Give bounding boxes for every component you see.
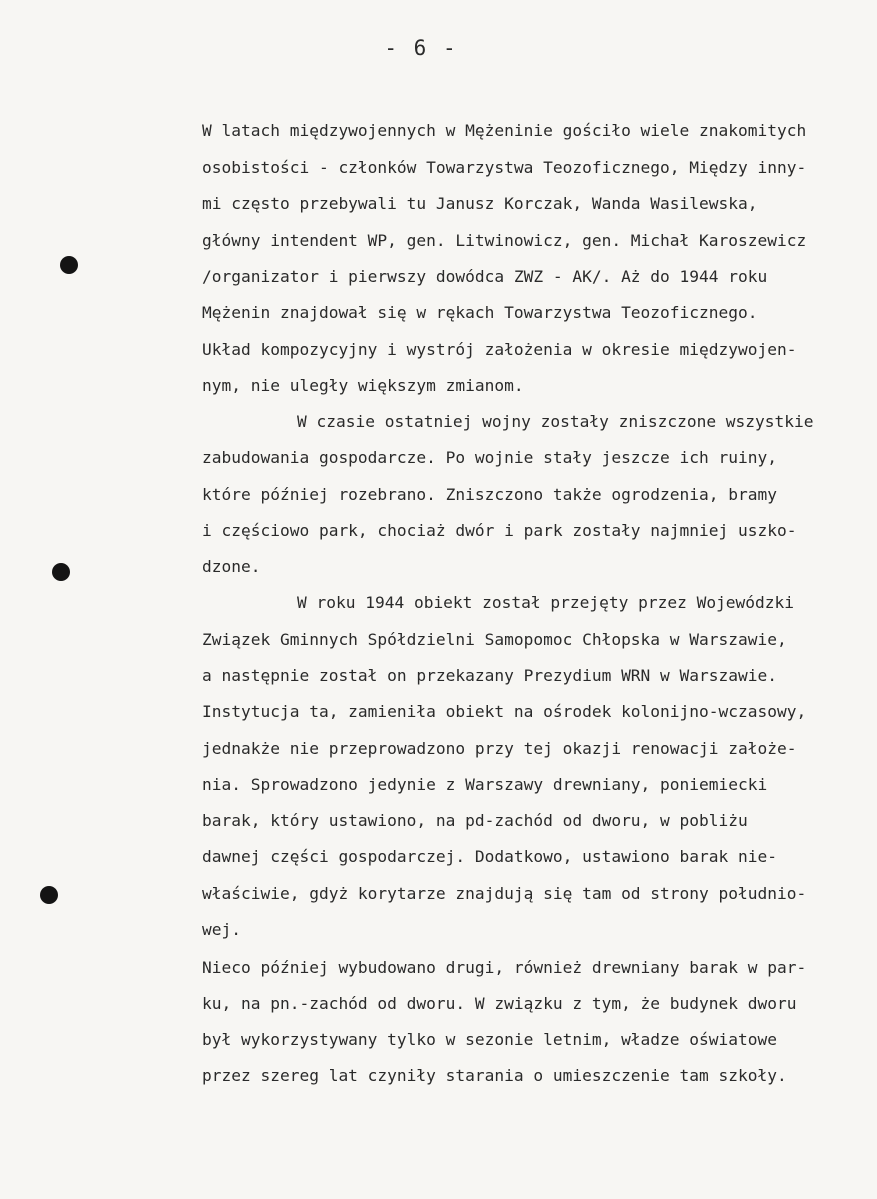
text-line: W latach międzywojennych w Mężeninie gościło wiele znakomitych — [202, 121, 807, 140]
text-line: ku, na pn.-zachód od dworu. W związku z tym, że budynek dworu — [202, 994, 797, 1013]
text-line: W roku 1944 obiekt został przejęty przez Wojewódzki — [297, 593, 795, 612]
text-line: Związek Gminnych Spółdzielni Samopomoc Chłopska w Warszawie, — [202, 630, 787, 649]
text-line: wej. — [202, 920, 241, 939]
text-line: zabudowania gospodarcze. Po wojnie stały jeszcze ich ruiny, — [202, 448, 777, 467]
punch-hole — [60, 256, 78, 274]
text-line: jednakże nie przeprowadzono przy tej okazji renowacji założe- — [202, 739, 797, 758]
text-line: przez szereg lat czyniły starania o umieszczenie tam szkoły. — [202, 1066, 787, 1085]
text-line: mi często przebywali tu Janusz Korczak, Wanda Wasilewska, — [202, 194, 758, 213]
text-line: nia. Sprowadzono jedynie z Warszawy drewniany, poniemiecki — [202, 775, 768, 794]
text-line: właściwie, gdyż korytarze znajdują się tam od strony południo- — [202, 884, 807, 903]
text-line: Instytucja ta, zamieniła obiekt na ośrodek kolonijno-wczasowy, — [202, 702, 807, 721]
text-line: Mężenin znajdował się w rękach Towarzystwa Teozoficznego. — [202, 303, 758, 322]
text-line: Nieco później wybudowano drugi, również drewniany barak w par- — [202, 958, 807, 977]
text-line: a następnie został on przekazany Prezydium WRN w Warszawie. — [202, 666, 777, 685]
text-line: główny intendent WP, gen. Litwinowicz, gen. Michał Karoszewicz — [202, 231, 807, 250]
text-line: barak, który ustawiono, na pd-zachód od dworu, w pobliżu — [202, 811, 748, 830]
text-line: nym, nie uległy większym zmianom. — [202, 376, 524, 395]
text-line: /organizator i pierwszy dowódca ZWZ - AK/. Aż do 1944 roku — [202, 267, 768, 286]
text-line: W czasie ostatniej wojny zostały zniszczone wszystkie — [297, 412, 814, 431]
punch-hole — [52, 563, 70, 581]
text-line: które później rozebrano. Zniszczono także ogrodzenia, bramy — [202, 485, 777, 504]
text-line: dzone. — [202, 557, 261, 576]
text-line: osobistości - członków Towarzystwa Teozoficznego, Między inny- — [202, 158, 807, 177]
text-line: był wykorzystywany tylko w sezonie letnim, władze oświatowe — [202, 1030, 777, 1049]
text-line: dawnej części gospodarczej. Dodatkowo, ustawiono barak nie- — [202, 847, 777, 866]
punch-hole — [40, 886, 58, 904]
text-line: i częściowo park, chociaż dwór i park zostały najmniej uszko- — [202, 521, 797, 540]
page-number: - 6 - — [384, 36, 458, 60]
text-line: Układ kompozycyjny i wystrój założenia w okresie międzywojen- — [202, 340, 797, 359]
